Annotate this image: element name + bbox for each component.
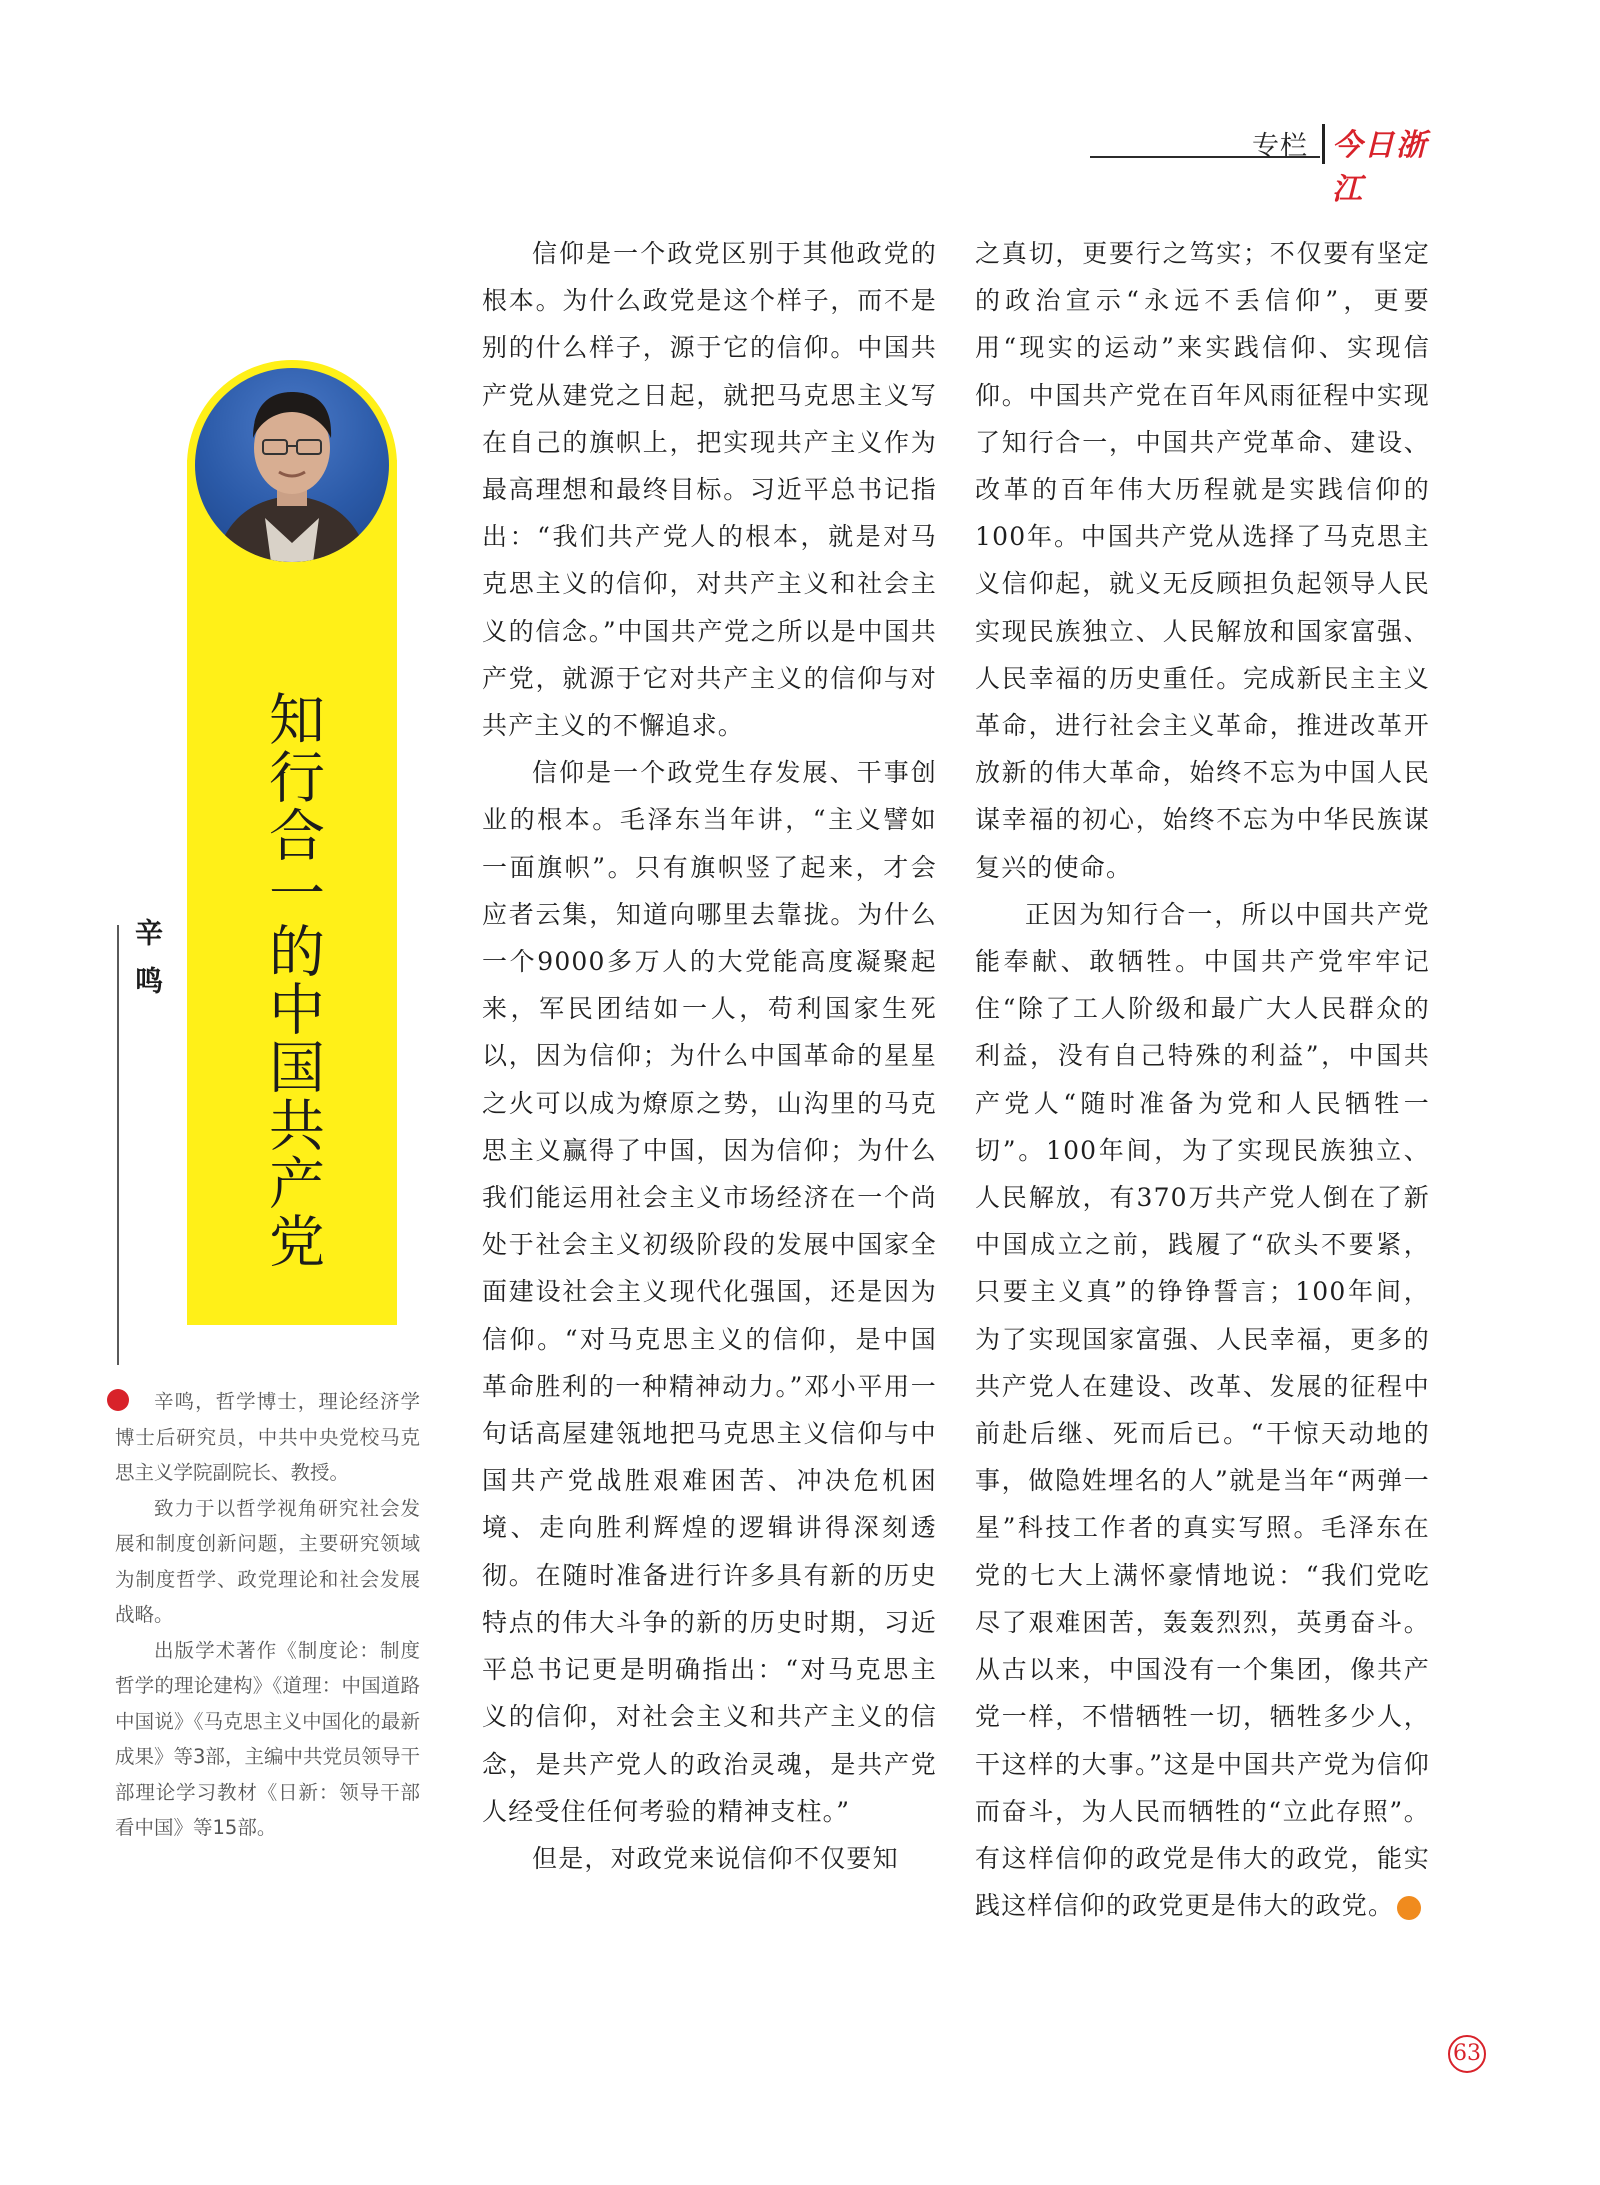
body-paragraph-continued: 之真切，更要行之笃实；不仅要有坚定的政治宣示“永远不丢信仰”，更要用“现实的运动”来实践信仰、实现信仰。中国共产党在百年风雨征程中实现了知行合一，中国共产党革命、建设、改革的百年伟大历程就是实践信仰的100年。中国共产党从选择了马克思主义信仰起，就义无反顾担负起领导人民实现民族独立、人民解放和国家富强、人民幸福的历史重任。完成新民主主义革命，进行社会主义革命，推进改革开放新的伟大革命，始终不忘为中国人民谋幸福的初心，始终不忘为中华民族谋复兴的使命。 [975,239,1430,882]
body-paragraph-final [975,891,1430,1929]
magazine-brand: 今日浙江 [1332,128,1428,207]
body-column-left [482,230,937,1882]
bio-paragraph: 致力于以哲学视角研究社会发展和制度创新问题，主要研究领域为制度哲学、政党理论和社会发展战略。 [115,1496,420,1626]
author-portrait [195,368,389,562]
body-paragraph: 但是，对政党来说信仰不仅要知 [532,1843,899,1873]
header-separator [1322,124,1325,164]
author-divider [117,925,119,1365]
end-of-article-icon [1397,1896,1421,1920]
author-name: 辛鸣 [131,918,164,1014]
page-header [1090,120,1430,207]
bio-paragraph: 出版学术著作《制度论：制度哲学的理论建构》《道理：中国道路中国说》《马克思主义中国化的最新成果》等3部，主编中共党员领导干部理论学习教材《日新：领导干部看中国》等15部。 [115,1638,420,1839]
author-bio [115,1384,420,1846]
page-number: 63 [1448,2035,1486,2073]
portrait-illustration [195,368,389,562]
body-paragraph: 信仰是一个政党生存发展、干事创业的根本。毛泽东当年讲，“主义譬如一面旗帜”。只有旗帜竖了起来，才会应者云集，知道向哪里去靠拢。为什么一个9000多万人的大党能高度凝聚起来，军民团结如一人，苟利国家生死以，因为信仰；为什么中国革命的星星之火可以成为燎原之势，山沟里的马克思主义赢得了中国，因为信仰；为什么我们能运用社会主义市场经济在一个尚处于社会主义初级阶段的发展中国家全面建设社会主义现代化强国，还是因为信仰。“对马克思主义的信仰，是中国革命胜利的一种精神动力。”邓小平用一句话高屋建瓴地把马克思主义信仰与中国共产党战胜艰难困苦、冲决危机困境、走向胜利辉煌的逻辑讲得深刻透彻。在随时准备进行许多具有新的历史特点的伟大斗争的新的历史时期，习近平总书记更是明确指出：“对马克思主义的信仰，对社会主义和共产主义的信念，是共产党人的政治灵魂，是共产党人经受住任何考验的精神支柱。” [482,758,937,1826]
body-column-right [975,230,1430,1929]
column-label: 专栏 [1252,131,1308,162]
body-paragraph: 信仰是一个政党区别于其他政党的根本。为什么政党是这个样子，而不是别的什么样子，源于它的信仰。中国共产党从建党之日起，就把马克思主义写在自己的旗帜上，把实现共产主义作为最高理想和最终目标。习近平总书记指出：“我们共产党人的根本，就是对马克思主义的信仰，对共产主义和社会主义的信念。”中国共产党之所以是中国共产党，就源于它对共产主义的信仰与对共产主义的不懈追求。 [482,239,937,741]
article-title: 知行合一的中国共产党 [260,690,325,1270]
bio-paragraph: 辛鸣，哲学博士，理论经济学博士后研究员，中共中央党校马克思主义学院副院长、教授。 [115,1390,420,1484]
final-paragraph-text: 正因为知行合一，所以中国共产党能奉献、敢牺牲。中国共产党牢牢记住“除了工人阶级和最广大人民群众的利益，没有自己特殊的利益”，中国共产党人“随时准备为党和人民牺牲一切”。100年间，为了实现民族独立、人民解放，有370万共产党人倒在了新中国成立之前，践履了“砍头不要紧，只要主义真”的铮铮誓言；100年间，为了实现国家富强、人民幸福，更多的共产党人在建设、改革、发展的征程中前赴后继、死而后已。“干惊天动地的事，做隐姓埋名的人”就是当年“两弹一星”科技工作者的真实写照。毛泽东在党的七大上满怀豪情地说：“我们党吃尽了艰难困苦，轰轰烈烈，英勇奋斗。从古以来，中国没有一个集团，像共产党一样，不惜牺牲一切，牺牲多少人，干这样的大事。”这是中国共产党为信仰而奋斗，为人民而牺牲的“立此存照”。有这样信仰的政党是伟大的政党，能实践这样信仰的政党更是伟大的政党。 [975,899,1430,1921]
